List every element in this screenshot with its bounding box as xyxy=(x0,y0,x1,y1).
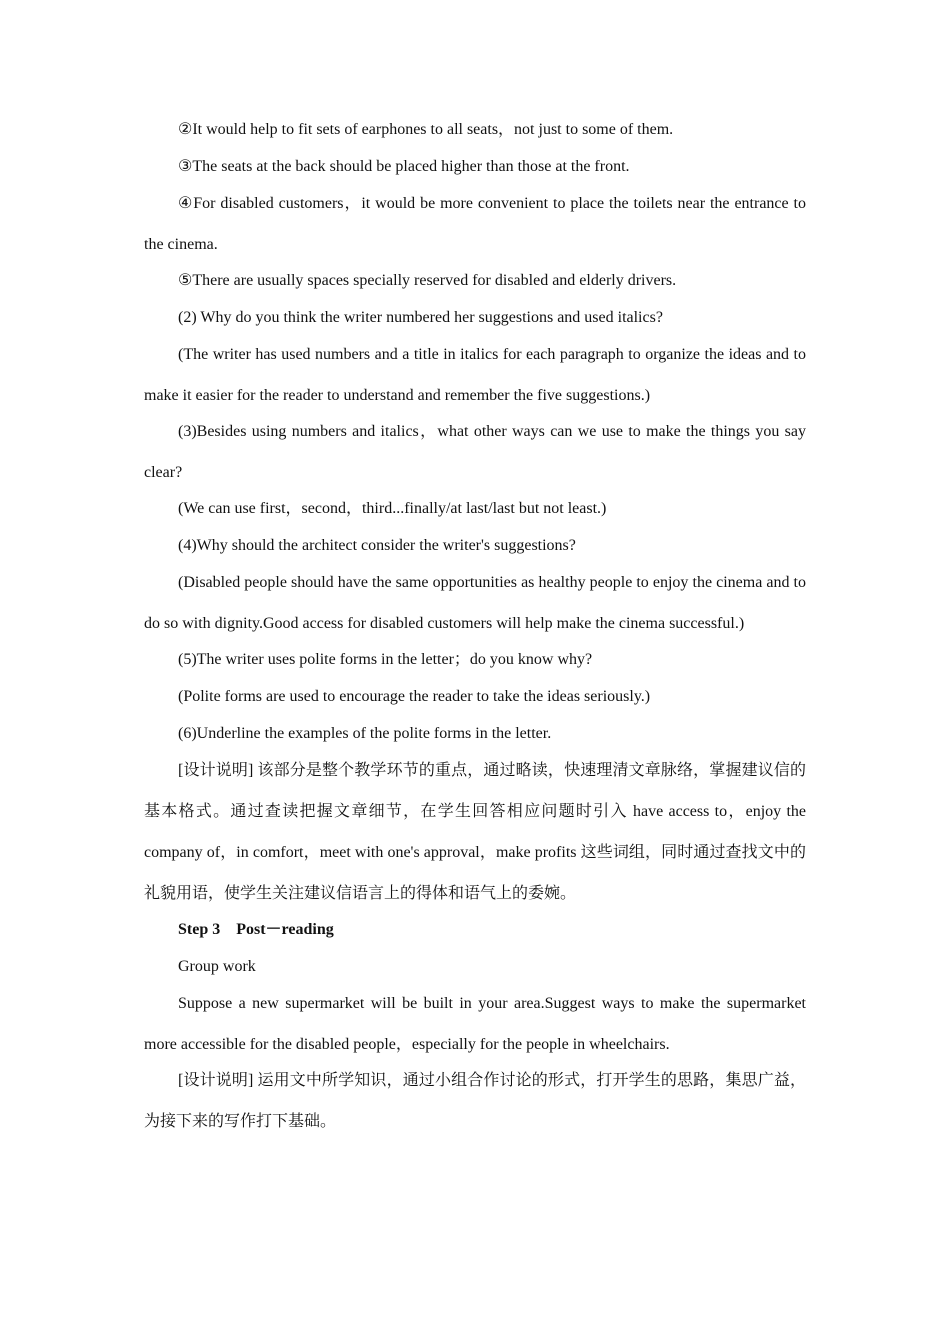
suggestion-2: ②It would help to fit sets of earphones to all seats，not just to some of them. xyxy=(178,121,674,138)
question-2: (2) Why do you think the writer numbered her suggestions and used italics? xyxy=(178,309,663,326)
question-4: (4)Why should the architect consider the writer's suggestions? xyxy=(178,537,576,554)
question-3: (3)Besides using numbers and italics，what other ways can we use to make the things you say clear? xyxy=(144,423,806,481)
answer-2: (The writer has used numbers and a title in italics for each paragraph to organize the ideas and to make it easier for the reader to understand and remember the five suggestions.) xyxy=(144,346,806,404)
question-5: (5)The writer uses polite forms in the letter；do you know why? xyxy=(178,651,593,668)
design-note-2: [设计说明] 运用文中所学知识，通过小组合作讨论的形式，打开学生的思路，集思广益，为接下来的写作打下基础。 xyxy=(144,1072,806,1130)
group-work-label: Group work xyxy=(178,958,256,975)
task-prompt: Suppose a new supermarket will be built in your area.Suggest ways to make the supermarket more accessible for the disabled people，especially for the people in wheelchairs. xyxy=(144,995,806,1053)
suggestion-4: ④For disabled customers，it would be more convenient to place the toilets near the entrance to the cinema. xyxy=(144,195,806,253)
step-3-heading: Step 3 Post－reading xyxy=(178,921,334,938)
answer-3: (We can use first，second，third...finally/at last/last but not least.) xyxy=(178,500,607,517)
suggestion-3: ③The seats at the back should be placed higher than those at the front. xyxy=(178,158,630,175)
answer-5: (Polite forms are used to encourage the reader to take the ideas seriously.) xyxy=(178,688,651,705)
question-6: (6)Underline the examples of the polite forms in the letter. xyxy=(178,725,552,742)
answer-4: (Disabled people should have the same opportunities as healthy people to enjoy the cinema and to do so with dignity.Good access for disabled customers will help make the cinema successful.) xyxy=(144,574,806,632)
design-note-1: [设计说明] 该部分是整个教学环节的重点，通过略读，快速理清文章脉络，掌握建议信的基本格式。通过查读把握文章细节，在学生回答相应问题时引入 have access to，enjoy the company of，in comfort，meet with one's approval，make profits 这些词组，同时通过查找文中的礼貌用语，使学生关注建议信语言上的得体和语气上的委婉。 xyxy=(144,762,806,902)
document-body xyxy=(144,118,806,1146)
suggestion-5: ⑤There are usually spaces specially reserved for disabled and elderly drivers. xyxy=(178,272,677,289)
